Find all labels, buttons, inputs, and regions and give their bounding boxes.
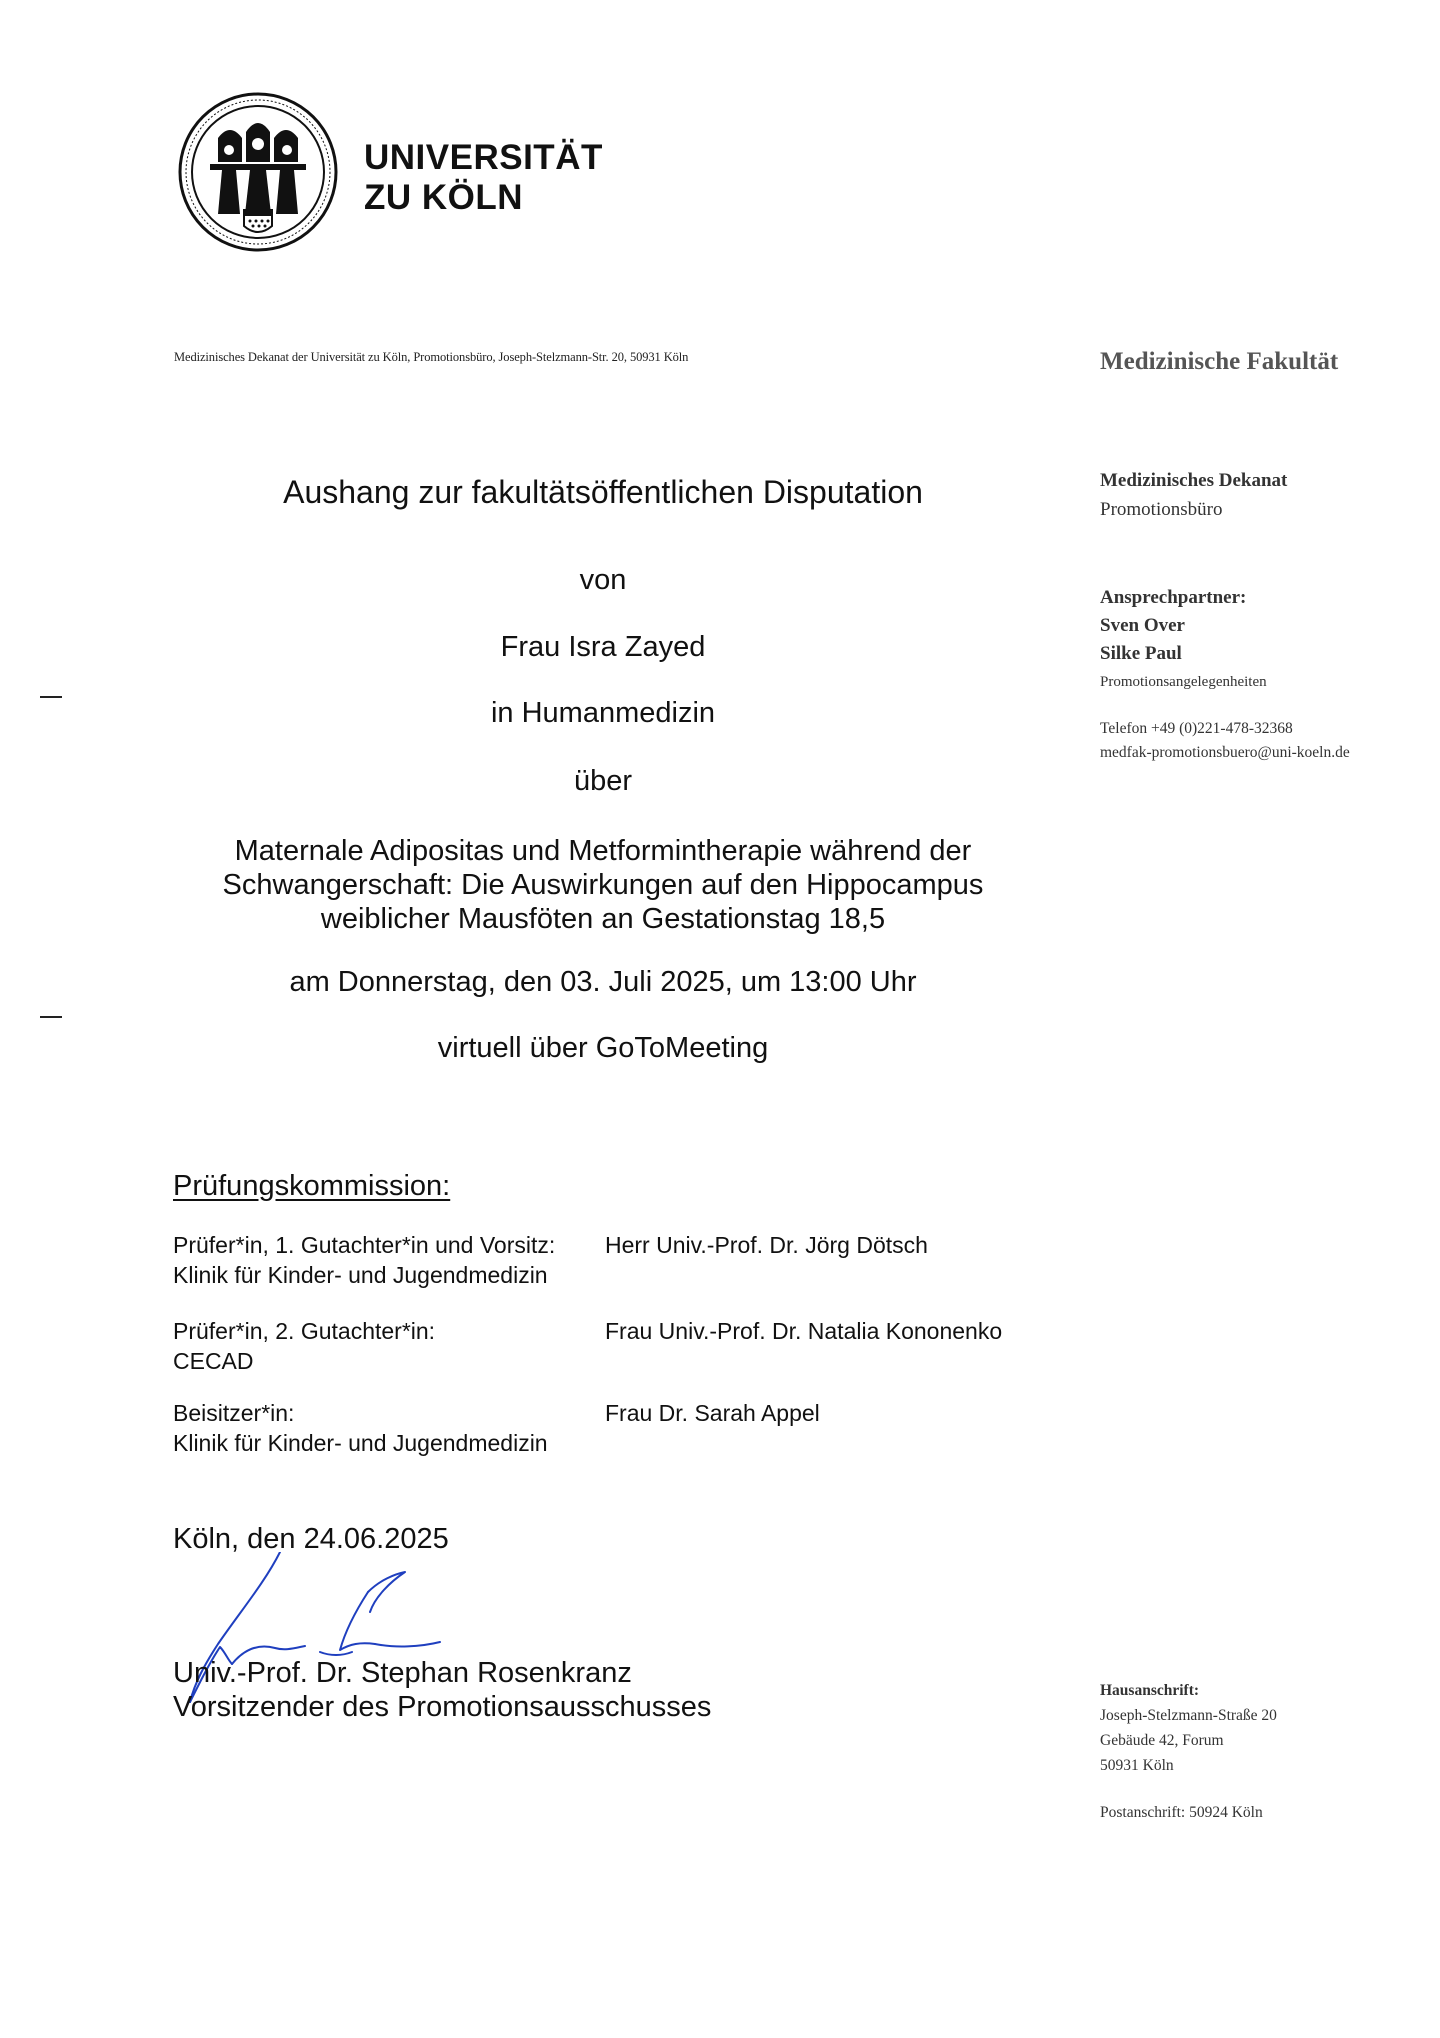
phone-email-block: [1100, 717, 1350, 765]
candidate-subject: in Humanmedizin: [490, 697, 716, 729]
address-line-3: 50931 Köln: [1100, 1757, 1174, 1774]
thesis-title: [150, 834, 1056, 936]
contact-label: Ansprechpartner:: [1100, 587, 1247, 608]
contact-block: [1100, 584, 1267, 696]
notice-ueber: über: [573, 765, 633, 797]
address-label: Hausanschrift:: [1100, 1682, 1200, 1699]
member-name: Frau Univ.-Prof. Dr. Natalia Kononenko: [605, 1318, 1003, 1344]
university-seal-logo: [178, 92, 338, 252]
notice-title: Aushang zur fakultätsöffentlichen Disputation: [283, 474, 923, 510]
committee-member-role: [173, 1398, 548, 1458]
signer-block: [173, 1656, 711, 1724]
contact-person-1: Sven Over: [1100, 615, 1185, 636]
thesis-title-line: Maternale Adipositas und Metformintherapie während der: [234, 835, 972, 867]
committee-heading: Prüfungskommission:: [173, 1170, 451, 1202]
address-line-1: Joseph-Stelzmann-Straße 20: [1100, 1707, 1277, 1724]
university-name: [364, 138, 603, 218]
member-role: Prüfer*in, 1. Gutachter*in und Vorsitz:: [173, 1232, 556, 1258]
address-line-2: Gebäude 42, Forum: [1100, 1732, 1224, 1749]
faculty-name: Medizinische Fakultät: [1100, 348, 1339, 375]
office-block: [1100, 466, 1287, 524]
notice-von: von: [579, 564, 627, 596]
committee-member-role: [173, 1230, 555, 1290]
member-role: Beisitzer*in:: [173, 1400, 295, 1426]
thesis-title-line: Schwangerschaft: Die Auswirkungen auf den Hippocampus: [222, 869, 984, 901]
disputation-venue: virtuell über GoToMeeting: [437, 1032, 769, 1064]
street-address-block: [1100, 1678, 1277, 1778]
university-name-line1: UNIVERSITÄT: [364, 138, 603, 177]
phone-number: Telefon +49 (0)221-478-32368: [1100, 720, 1293, 737]
fold-mark-top: [40, 696, 62, 698]
member-affiliation: CECAD: [173, 1348, 254, 1374]
member-affiliation: Klinik für Kinder- und Jugendmedizin: [173, 1430, 548, 1456]
department-name: Promotionsbüro: [1100, 499, 1223, 520]
sender-address-line: Medizinisches Dekanat der Universität zu Köln, Promotionsbüro, Joseph-Stelzmann-Str. 20, 50931 Köln: [174, 350, 689, 364]
member-role: Prüfer*in, 2. Gutachter*in:: [173, 1318, 436, 1344]
candidate-name: Frau Isra Zayed: [500, 631, 706, 663]
member-affiliation: Klinik für Kinder- und Jugendmedizin: [173, 1262, 548, 1288]
disputation-date: am Donnerstag, den 03. Juli 2025, um 13:00 Uhr: [289, 966, 917, 998]
fold-mark-bottom: [40, 1016, 62, 1018]
signer-name: Univ.-Prof. Dr. Stephan Rosenkranz: [173, 1657, 632, 1689]
university-name-line2: ZU KÖLN: [364, 178, 524, 217]
member-name: Herr Univ.-Prof. Dr. Jörg Dötsch: [605, 1232, 928, 1258]
contact-person-2: Silke Paul: [1100, 643, 1182, 664]
email-address[interactable]: medfak-promotionsbuero@uni-koeln.de: [1100, 744, 1350, 761]
signer-title: Vorsitzender des Promotionsausschusses: [173, 1691, 712, 1723]
member-name: Frau Dr. Sarah Appel: [605, 1400, 820, 1426]
place-and-date: Köln, den 24.06.2025: [173, 1523, 449, 1555]
office-name: Medizinisches Dekanat: [1100, 470, 1288, 491]
postal-address: Postanschrift: 50924 Köln: [1100, 1804, 1263, 1821]
contact-role: Promotionsangelegenheiten: [1100, 674, 1267, 690]
committee-member-role: [173, 1316, 435, 1376]
thesis-title-line: weiblicher Mausföten an Gestationstag 18,5: [320, 903, 886, 935]
